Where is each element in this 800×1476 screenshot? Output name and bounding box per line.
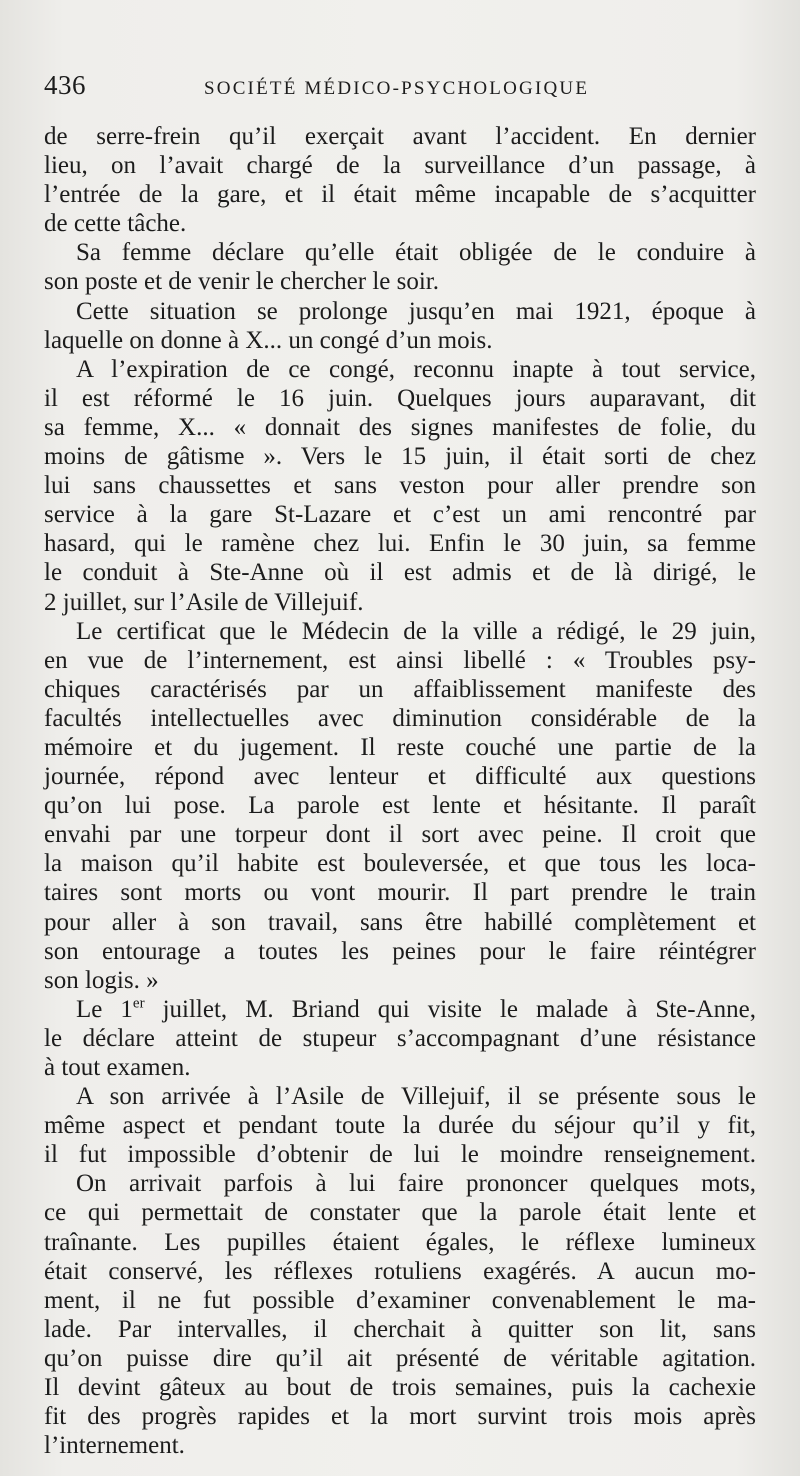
- text-line: il fut impossible d’obtenir de lui le moindre renseignement.: [44, 1141, 756, 1169]
- text-line: même aspect et pendant toute la durée du séjour qu’il y fit,: [44, 1112, 756, 1140]
- text-line: A l’expiration de ce congé, reconnu inapte à tout service,: [76, 355, 756, 383]
- text-line: hasard, qui le ramène chez lui. Enfin le 30 juin, sa femme: [44, 530, 756, 558]
- text-line: Sa femme déclare qu’elle était obligée de le conduire à: [76, 239, 756, 267]
- text-line: traînante. Les pupilles étaient égales, le réflexe lumineux: [44, 1228, 756, 1256]
- text-line: à tout examen.: [44, 1054, 191, 1081]
- text-line: Cette situation se prolonge jusqu’en mai 1921, époque à: [76, 297, 756, 325]
- text-line: [44, 995, 756, 1024]
- text-line: lui sans chaussettes et sans veston pour aller prendre son: [44, 472, 756, 500]
- text-line: l’internement.: [44, 1432, 185, 1460]
- text-line: qu’on puisse dire qu’il ait présenté de véritable agitation.: [44, 1344, 756, 1372]
- text-line: ment, il ne fut possible d’examiner convenablement le ma-: [44, 1286, 756, 1314]
- text-line: 2 juillet, sur l’Asile de Villejuif.: [44, 588, 364, 616]
- body-text: [44, 122, 756, 1460]
- text-line: son logis. »: [44, 966, 159, 994]
- text-line: en vue de l’internement, est ainsi libellé : « Troubles psy-: [44, 646, 756, 674]
- text-line: journée, répond avec lenteur et difficulté aux questions: [44, 763, 756, 791]
- text-line: lade. Par intervalles, il cherchait à quitter son lit, sans: [44, 1315, 756, 1343]
- text-line: la maison qu’il habite est bouleversée, et que tous les loca-: [44, 850, 756, 878]
- text-line: A son arrivée à l’Asile de Villejuif, il se présente sous le: [76, 1083, 756, 1111]
- text-line: taires sont morts ou vont mourir. Il part prendre le train: [44, 879, 756, 907]
- text-line: qu’on lui pose. La parole est lente et hésitante. Il paraît: [44, 792, 756, 820]
- running-head: [44, 70, 756, 110]
- page-number: 436: [44, 70, 86, 100]
- text-line: de cette tâche.: [44, 210, 187, 238]
- text-line: il est réformé le 16 juin. Quelques jours auparavant, dit: [44, 384, 756, 412]
- text-line: le conduit à Ste-Anne où il est admis et de là dirigé, le: [44, 559, 756, 587]
- text-line: chiques caractérisés par un affaiblissement manifeste des: [44, 675, 756, 703]
- text-line: son entourage a toutes les peines pour le faire réintégrer: [44, 937, 756, 965]
- text-line: ce qui permettait de constater que la parole était lente et: [44, 1199, 756, 1227]
- text-line: Le certificat que le Médecin de la ville a rédigé, le 29 juin,: [76, 617, 756, 645]
- text-segment: Le 1: [76, 995, 133, 1023]
- text-line: service à la gare St-Lazare et c’est un ami rencontré par: [44, 501, 756, 529]
- text-line: laquelle on donne à X... un congé d’un mois.: [44, 326, 493, 354]
- text-line: de serre-frein qu’il exerçait avant l’accident. En dernier: [44, 123, 756, 150]
- text-line: sa femme, X... « donnait des signes manifestes de folie, du: [44, 413, 756, 441]
- text-line: était conservé, les réflexes rotuliens exagérés. A aucun mo-: [44, 1257, 756, 1285]
- text-line: mémoire et du jugement. Il reste couché une partie de la: [44, 733, 756, 761]
- text-line: moins de gâtisme ». Vers le 15 juin, il était sorti de chez: [44, 443, 756, 471]
- text-line: pour aller à son travail, sans être habillé complètement et: [44, 908, 756, 936]
- text-line: facultés intellectuelles avec diminution considérable de la: [44, 704, 756, 732]
- superscript: er: [132, 995, 145, 1012]
- text-line: envahi par une torpeur dont il sort avec peine. Il croit que: [44, 821, 756, 849]
- text-line: On arrivait parfois à lui faire prononcer quelques mots,: [76, 1170, 756, 1198]
- text-line: son poste et de venir le chercher le soir.: [44, 268, 439, 296]
- text-line: lieu, on l’avait chargé de la surveillance d’un passage, à: [44, 152, 756, 180]
- text-line: fit des progrès rapides et la mort survint trois mois après: [44, 1403, 756, 1431]
- running-title: SOCIÉTÉ MÉDICO-PSYCHOLOGIQUE: [204, 78, 590, 99]
- text-line: Il devint gâteux au bout de trois semaines, puis la cachexie: [44, 1374, 756, 1402]
- text-line: le déclare atteint de stupeur s’accompagnant d’une résistance: [44, 1024, 756, 1052]
- text-line: l’entrée de la gare, et il était même incapable de s’acquitter: [44, 181, 756, 209]
- text-segment: juillet, M. Briand qui visite le malade à Ste-Anne,: [144, 995, 756, 1023]
